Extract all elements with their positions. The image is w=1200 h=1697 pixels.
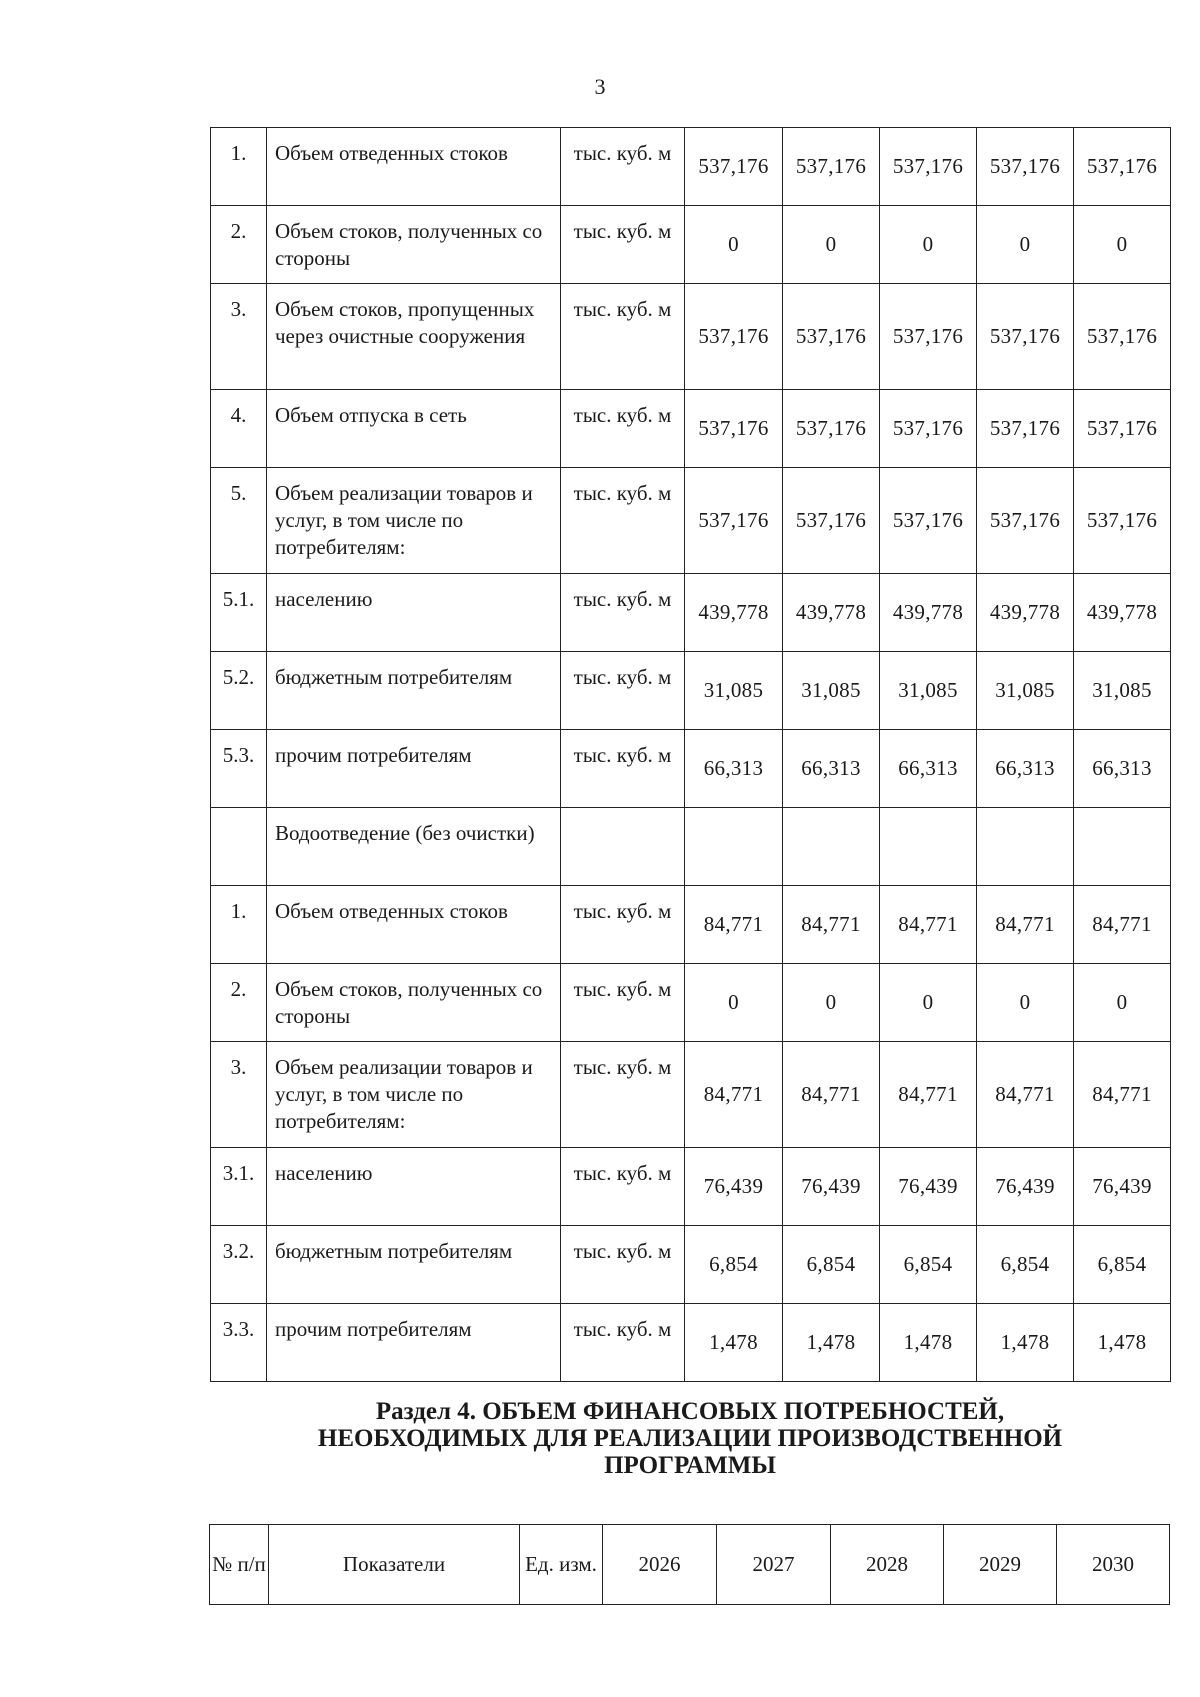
header-unit: Ед. изм.	[520, 1525, 603, 1605]
row-value: 1,478	[685, 1304, 783, 1382]
row-value: 6,854	[1074, 1226, 1171, 1304]
row-name: Объем реализации товаров и услуг, в том числе по потребителям:	[267, 1042, 561, 1148]
row-value: 76,439	[685, 1148, 783, 1226]
row-value: 537,176	[1074, 284, 1171, 390]
row-value: 0	[1074, 206, 1171, 284]
row-value: 6,854	[880, 1226, 977, 1304]
row-value: 84,771	[685, 886, 783, 964]
section-4-title	[210, 1398, 1170, 1479]
row-value: 0	[783, 206, 880, 284]
row-value: 537,176	[880, 128, 977, 206]
row-value: 6,854	[977, 1226, 1074, 1304]
table-row	[211, 574, 1171, 652]
table-row	[211, 206, 1171, 284]
table-row	[211, 1042, 1171, 1148]
section-4-title-line-2: НЕОБХОДИМЫХ ДЛЯ РЕАЛИЗАЦИИ ПРОИЗВОДСТВЕННОЙ	[317, 1425, 1063, 1452]
row-value: 84,771	[880, 886, 977, 964]
header-indicators: Показатели	[269, 1525, 520, 1605]
table-row	[211, 652, 1171, 730]
row-value: 439,778	[685, 574, 783, 652]
row-value: 0	[880, 206, 977, 284]
row-value: 537,176	[685, 284, 783, 390]
row-name: Объем отведенных стоков	[267, 128, 561, 206]
row-value: 537,176	[1074, 468, 1171, 574]
row-unit: тыс. куб. м	[561, 1148, 685, 1226]
row-value: 66,313	[880, 730, 977, 808]
table-row	[211, 468, 1171, 574]
row-value: 537,176	[977, 468, 1074, 574]
row-value: 1,478	[977, 1304, 1074, 1382]
row-unit: тыс. куб. м	[561, 206, 685, 284]
row-unit: тыс. куб. м	[561, 128, 685, 206]
row-value: 439,778	[783, 574, 880, 652]
row-number	[211, 808, 267, 886]
row-value: 439,778	[1074, 574, 1171, 652]
row-name: бюджетным потребителям	[267, 652, 561, 730]
row-value: 1,478	[1074, 1304, 1171, 1382]
row-value: 84,771	[977, 1042, 1074, 1148]
row-number: 3.	[211, 284, 267, 390]
row-value: 6,854	[685, 1226, 783, 1304]
row-value: 84,771	[1074, 886, 1171, 964]
row-value: 0	[685, 206, 783, 284]
row-value: 537,176	[783, 390, 880, 468]
row-value: 76,439	[977, 1148, 1074, 1226]
row-number: 2.	[211, 206, 267, 284]
row-unit: тыс. куб. м	[561, 390, 685, 468]
row-value: 0	[977, 206, 1074, 284]
row-value: 66,313	[685, 730, 783, 808]
table-row	[211, 808, 1171, 886]
row-value: 84,771	[880, 1042, 977, 1148]
table-row	[211, 1304, 1171, 1382]
row-value: 0	[1074, 964, 1171, 1042]
row-name: населению	[267, 1148, 561, 1226]
row-value: 76,439	[783, 1148, 880, 1226]
row-value: 76,439	[880, 1148, 977, 1226]
row-value: 537,176	[977, 284, 1074, 390]
row-name: бюджетным потребителям	[267, 1226, 561, 1304]
row-number: 3.2.	[211, 1226, 267, 1304]
row-value	[880, 808, 977, 886]
row-value: 537,176	[1074, 390, 1171, 468]
row-value: 537,176	[880, 390, 977, 468]
table-row	[211, 1148, 1171, 1226]
row-number: 3.3.	[211, 1304, 267, 1382]
table-row	[211, 886, 1171, 964]
row-value: 537,176	[783, 468, 880, 574]
row-name: Объем отведенных стоков	[267, 886, 561, 964]
row-value: 6,854	[783, 1226, 880, 1304]
header-year-2026: 2026	[603, 1525, 717, 1605]
row-value: 84,771	[783, 886, 880, 964]
table-row	[211, 390, 1171, 468]
row-value: 537,176	[880, 468, 977, 574]
row-name: прочим потребителям	[267, 730, 561, 808]
row-value: 66,313	[783, 730, 880, 808]
row-number: 3.1.	[211, 1148, 267, 1226]
row-value: 537,176	[783, 128, 880, 206]
row-value	[977, 808, 1074, 886]
row-number: 3.	[211, 1042, 267, 1148]
row-value: 0	[783, 964, 880, 1042]
row-number: 5.3.	[211, 730, 267, 808]
table-row	[211, 128, 1171, 206]
financial-needs-table	[209, 1524, 1170, 1605]
row-value: 537,176	[977, 128, 1074, 206]
header-year-2028: 2028	[831, 1525, 944, 1605]
row-value: 1,478	[880, 1304, 977, 1382]
row-value: 439,778	[977, 574, 1074, 652]
row-unit: тыс. куб. м	[561, 964, 685, 1042]
row-number: 5.1.	[211, 574, 267, 652]
header-num: № п/п	[210, 1525, 269, 1605]
row-value: 31,085	[685, 652, 783, 730]
page-number: 3	[594, 74, 606, 99]
row-number: 5.	[211, 468, 267, 574]
header-year-2030: 2030	[1057, 1525, 1170, 1605]
table-row	[211, 284, 1171, 390]
row-unit: тыс. куб. м	[561, 886, 685, 964]
row-name: прочим потребителям	[267, 1304, 561, 1382]
row-value	[783, 808, 880, 886]
row-value: 76,439	[1074, 1148, 1171, 1226]
row-unit: тыс. куб. м	[561, 574, 685, 652]
row-value: 84,771	[977, 886, 1074, 964]
table-row	[211, 964, 1171, 1042]
row-value: 537,176	[880, 284, 977, 390]
table-row	[211, 1226, 1171, 1304]
section-4-title-line-3: ПРОГРАММЫ	[604, 1452, 776, 1479]
row-value: 31,085	[1074, 652, 1171, 730]
row-value: 537,176	[783, 284, 880, 390]
production-volume-table	[210, 127, 1171, 1382]
row-unit	[561, 808, 685, 886]
row-value: 1,478	[783, 1304, 880, 1382]
row-value: 31,085	[880, 652, 977, 730]
table-header-row	[210, 1525, 1170, 1605]
row-unit: тыс. куб. м	[561, 1042, 685, 1148]
row-unit: тыс. куб. м	[561, 1226, 685, 1304]
row-value: 439,778	[880, 574, 977, 652]
row-unit: тыс. куб. м	[561, 1304, 685, 1382]
row-value: 31,085	[977, 652, 1074, 730]
row-value: 537,176	[977, 390, 1074, 468]
header-year-2029: 2029	[944, 1525, 1057, 1605]
row-name: населению	[267, 574, 561, 652]
row-name: Объем стоков, полученных со стороны	[267, 964, 561, 1042]
header-year-2027: 2027	[717, 1525, 831, 1605]
table-body	[211, 128, 1171, 1382]
section-4-title-line-1: Раздел 4. ОБЪЕМ ФИНАНСОВЫХ ПОТРЕБНОСТЕЙ,	[375, 1398, 1005, 1425]
row-name: Объем реализации товаров и услуг, в том числе по потребителям:	[267, 468, 561, 574]
row-name: Объем стоков, полученных со стороны	[267, 206, 561, 284]
row-value: 537,176	[685, 128, 783, 206]
row-number: 5.2.	[211, 652, 267, 730]
row-value: 537,176	[685, 468, 783, 574]
row-value: 84,771	[1074, 1042, 1171, 1148]
row-value: 84,771	[685, 1042, 783, 1148]
row-value: 537,176	[685, 390, 783, 468]
row-name: Объем отпуска в сеть	[267, 390, 561, 468]
row-number: 1.	[211, 128, 267, 206]
row-name: Объем стоков, пропущенных через очистные сооружения	[267, 284, 561, 390]
row-unit: тыс. куб. м	[561, 284, 685, 390]
row-value: 0	[880, 964, 977, 1042]
row-unit: тыс. куб. м	[561, 468, 685, 574]
row-value	[685, 808, 783, 886]
row-number: 2.	[211, 964, 267, 1042]
row-value: 0	[685, 964, 783, 1042]
table-row	[211, 730, 1171, 808]
row-value: 66,313	[977, 730, 1074, 808]
row-value: 31,085	[783, 652, 880, 730]
row-value: 84,771	[783, 1042, 880, 1148]
row-unit: тыс. куб. м	[561, 652, 685, 730]
row-value: 66,313	[1074, 730, 1171, 808]
row-value	[1074, 808, 1171, 886]
row-name: Водоотведение (без очистки)	[267, 808, 561, 886]
row-value: 0	[977, 964, 1074, 1042]
row-unit: тыс. куб. м	[561, 730, 685, 808]
row-value: 537,176	[1074, 128, 1171, 206]
row-number: 4.	[211, 390, 267, 468]
row-number: 1.	[211, 886, 267, 964]
